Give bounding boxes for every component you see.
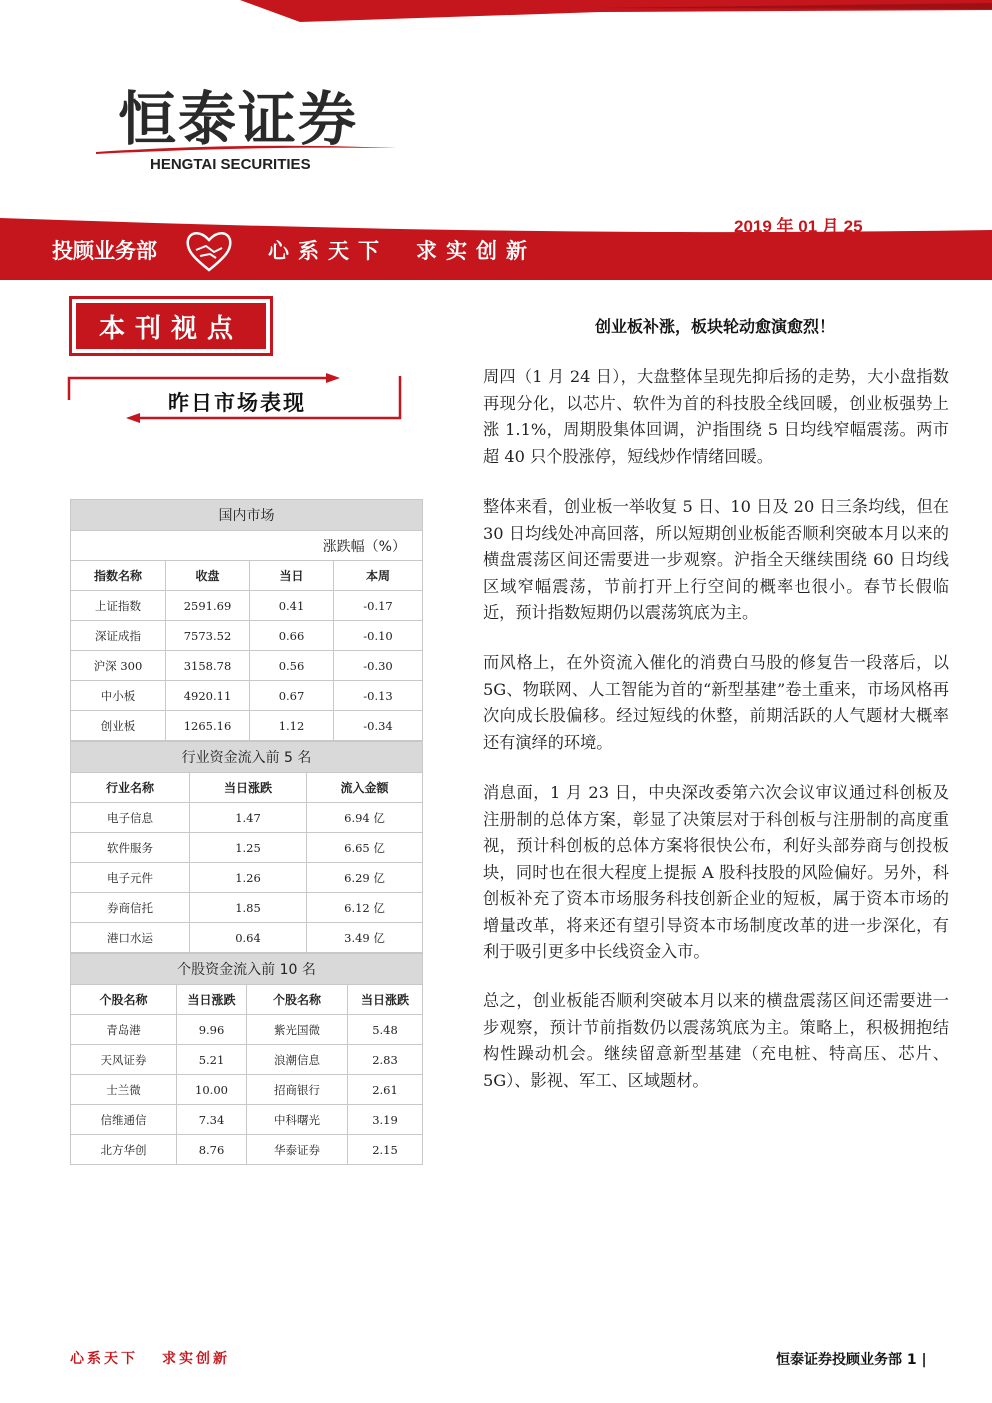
- table-row: [71, 1105, 423, 1135]
- close-value: 3158.78: [166, 651, 250, 681]
- day-change: 0.56: [250, 651, 334, 681]
- report-date: 2019 年 01 月 25: [734, 217, 863, 236]
- table-header: 当日涨跌: [348, 985, 423, 1015]
- table-header: 当日涨跌: [190, 773, 307, 803]
- article-paragraph: 而风格上，在外资流入催化的消费白马股的修复告一段落后，以 5G、物联网、人工智能为首的“新型基建”卷土重来，市场风格再次向成长股偏移。经过短线的休整，前期活跃的人气题材大概率还有演绎的环境。: [483, 653, 949, 752]
- stocks-section-title: 个股资金流入前 10 名: [71, 954, 423, 985]
- footer-motto-1: 心系天下: [70, 1351, 138, 1367]
- unit-label: 涨跌幅（%）: [71, 531, 423, 561]
- footer-motto: [70, 1348, 254, 1368]
- industry-name: 港口水运: [71, 923, 190, 953]
- table-header: 流入金额: [307, 773, 423, 803]
- week-change: -0.13: [334, 681, 423, 711]
- index-name: 中小板: [71, 681, 166, 711]
- index-name: 深证成指: [71, 621, 166, 651]
- day-change: 2.15: [348, 1135, 423, 1165]
- industry-name: 券商信托: [71, 893, 190, 923]
- day-change: 1.26: [190, 863, 307, 893]
- domestic-market-title: 国内市场: [71, 500, 423, 531]
- footer-page-label: 恒泰证券投顾业务部 1 |: [776, 1352, 927, 1368]
- day-change: 1.12: [250, 711, 334, 741]
- day-change: 3.19: [348, 1105, 423, 1135]
- table-row: [71, 711, 423, 741]
- industry-name: 电子元件: [71, 863, 190, 893]
- close-value: 1265.16: [166, 711, 250, 741]
- table-row: [71, 923, 423, 953]
- stock-name: 信维通信: [71, 1105, 177, 1135]
- article-paragraph: 消息面，1 月 23 日，中央深改委第六次会议审议通过科创板及注册制的总体方案，彰显了决策层对于科创板与注册制的高度重视，预计科创板的总体方案将很快公布，利好头部券商与创投板块，同时也在很大程度上提振 A 股科技股的风险偏好。另外，科创板补充了资本市场服务科技创新企业的短板，属于资本市场的增量改革，将来还有望引导资本市场制度改革的进一步深化，有利于吸引更多中长线资金入市。: [483, 783, 949, 961]
- table-row: [71, 893, 423, 923]
- industry-section-title: 行业资金流入前 5 名: [71, 742, 423, 773]
- week-change: -0.34: [334, 711, 423, 741]
- table-row: [71, 621, 423, 651]
- day-change: 2.61: [348, 1075, 423, 1105]
- table-row: [71, 833, 423, 863]
- stock-name: 青岛港: [71, 1015, 177, 1045]
- close-value: 2591.69: [166, 591, 250, 621]
- section-title-box: [69, 296, 273, 356]
- table-row: [71, 1045, 423, 1075]
- day-change: 1.47: [190, 803, 307, 833]
- logo-chinese: 恒泰证券: [118, 85, 359, 153]
- header-motto-1: 心系天下: [268, 239, 388, 263]
- table-row: [71, 803, 423, 833]
- stock-name: 中科曙光: [247, 1105, 348, 1135]
- article-title: 创业板补涨，板块轮动愈演愈烈！: [594, 317, 835, 336]
- inflow-amount: 3.49 亿: [307, 923, 423, 953]
- close-value: 7573.52: [166, 621, 250, 651]
- table-row: [71, 1135, 423, 1165]
- table-row: [71, 651, 423, 681]
- header-motto-2: 求实创新: [416, 239, 536, 263]
- footer-motto-2: 求实创新: [162, 1351, 230, 1367]
- market-data-table: [70, 499, 422, 1165]
- stock-name: 士兰微: [71, 1075, 177, 1105]
- day-change: 5.21: [177, 1045, 247, 1075]
- day-change: 9.96: [177, 1015, 247, 1045]
- inflow-amount: 6.94 亿: [307, 803, 423, 833]
- day-change: 1.25: [190, 833, 307, 863]
- week-change: -0.10: [334, 621, 423, 651]
- article-paragraph: 周四（1 月 24 日），大盘整体呈现先抑后扬的走势，大小盘指数再现分化，以芯片、软件为首的科技股全线回暖，创业板强势上涨 1.1%，周期股集体回调，沪指围绕 5 日均线窄幅震荡。两市超 40 只个股涨停，短线炒作情绪回暖。: [483, 367, 949, 466]
- section-title: 本刊视点: [76, 303, 266, 349]
- inflow-amount: 6.65 亿: [307, 833, 423, 863]
- week-change: -0.30: [334, 651, 423, 681]
- day-change: 10.00: [177, 1075, 247, 1105]
- top-red-band: [0, 0, 992, 30]
- week-change: -0.17: [334, 591, 423, 621]
- table-row: [71, 1075, 423, 1105]
- table-header: 收盘: [166, 561, 250, 591]
- table-header: 个股名称: [247, 985, 348, 1015]
- day-change: 0.66: [250, 621, 334, 651]
- day-change: 7.34: [177, 1105, 247, 1135]
- article-paragraph: 总之，创业板能否顺利突破本月以来的横盘震荡区间还需要进一步观察，预计节前指数仍以震荡筑底为主。策略上，积极拥抱结构性躁动机会。继续留意新型基建（充电桩、特高压、芯片、5G）、影视、军工、区域题材。: [483, 991, 949, 1090]
- index-name: 上证指数: [71, 591, 166, 621]
- index-name: 创业板: [71, 711, 166, 741]
- subsection-title: 昨日市场表现: [168, 390, 306, 415]
- day-change: 2.83: [348, 1045, 423, 1075]
- logo-english: HENGTAI SECURITIES: [150, 156, 311, 173]
- day-change: 5.48: [348, 1015, 423, 1045]
- day-change: 0.67: [250, 681, 334, 711]
- table-header: 本周: [334, 561, 423, 591]
- day-change: 8.76: [177, 1135, 247, 1165]
- stock-name: 浪潮信息: [247, 1045, 348, 1075]
- close-value: 4920.11: [166, 681, 250, 711]
- stock-name: 天风证券: [71, 1045, 177, 1075]
- stock-name: 华泰证券: [247, 1135, 348, 1165]
- industry-name: 软件服务: [71, 833, 190, 863]
- stock-name: 紫光国微: [247, 1015, 348, 1045]
- table-header: 当日: [250, 561, 334, 591]
- industry-name: 电子信息: [71, 803, 190, 833]
- day-change: 1.85: [190, 893, 307, 923]
- table-row: [71, 863, 423, 893]
- department-name: 投顾业务部: [52, 239, 157, 263]
- handshake-heart-icon: [184, 228, 234, 274]
- article-paragraph: 整体来看，创业板一举收复 5 日、10 日及 20 日三条均线，但在 30 日均线处冲高回落，所以短期创业板能否顺利突破本月以来的横盘震荡区间还需要进一步观察。沪指全天继续围绕 60 日均线区域窄幅震荡，节前打开上行空间的概率也很小。春节长假临近，预计指数短期仍以震荡筑底为主。: [483, 497, 949, 622]
- stock-name: 北方华创: [71, 1135, 177, 1165]
- day-change: 0.41: [250, 591, 334, 621]
- table-header: 当日涨跌: [177, 985, 247, 1015]
- table-header: 个股名称: [71, 985, 177, 1015]
- table-row: [71, 591, 423, 621]
- stock-name: 招商银行: [247, 1075, 348, 1105]
- table-row: [71, 1015, 423, 1045]
- table-header: 指数名称: [71, 561, 166, 591]
- inflow-amount: 6.29 亿: [307, 863, 423, 893]
- table-header: 行业名称: [71, 773, 190, 803]
- day-change: 0.64: [190, 923, 307, 953]
- inflow-amount: 6.12 亿: [307, 893, 423, 923]
- index-name: 沪深 300: [71, 651, 166, 681]
- table-row: [71, 681, 423, 711]
